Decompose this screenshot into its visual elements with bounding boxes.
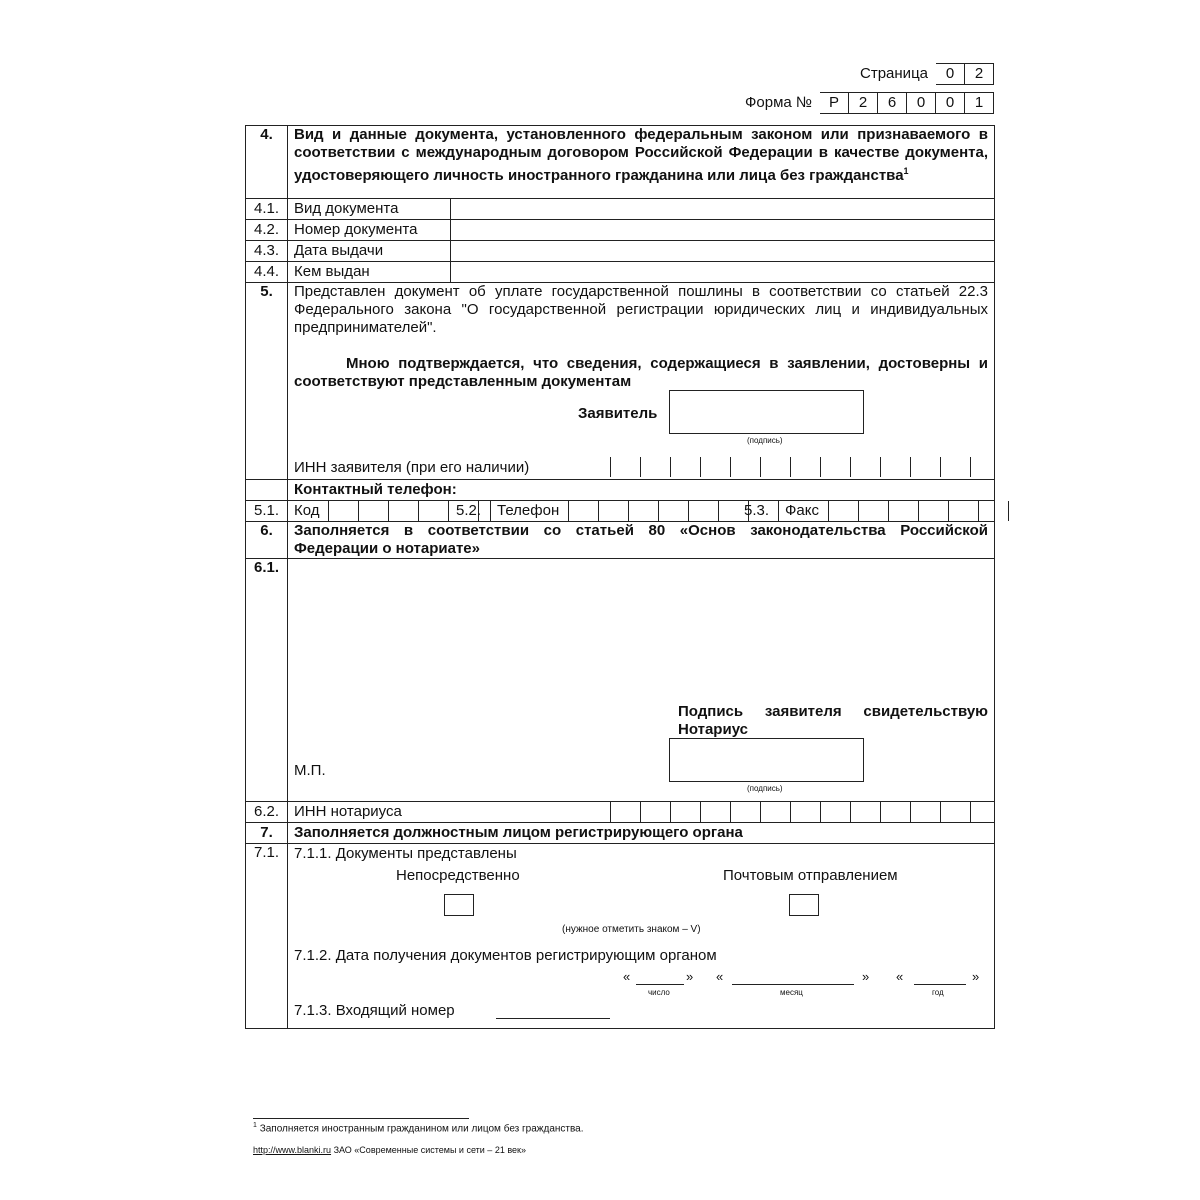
receipt-date-label: 7.1.2. Дата получения документов регистрирующим органом [294, 947, 717, 964]
phone-cells[interactable] [568, 501, 749, 521]
form-number-row [745, 92, 994, 114]
section-number: 4. [246, 126, 288, 199]
issued-by-field[interactable] [451, 262, 995, 283]
notary-inn-label: ИНН нотариуса [294, 803, 402, 820]
section-4-header [246, 126, 995, 199]
field-label: Номер документа [288, 220, 451, 241]
notary-text: Подпись заявителя свидетельствую Нотариус [678, 703, 988, 738]
section-number: 6. [246, 522, 288, 559]
phone-number-label: 5.2. [456, 502, 482, 519]
row-number: 4.2. [246, 220, 288, 241]
applicant-inn-label: ИНН заявителя (при его наличии) [294, 459, 530, 476]
document-number-field[interactable] [451, 220, 995, 241]
form-digit: 1 [965, 92, 994, 114]
quote-close: » [862, 969, 870, 984]
signature-caption: (подпись) [747, 436, 783, 445]
quote-close: » [972, 969, 980, 984]
contact-fields [288, 501, 995, 522]
field-label: Дата выдачи [288, 241, 451, 262]
footnote-mark: 1 [253, 1122, 257, 1129]
section-7-title: Заполняется должностным лицом регистрирующего органа [288, 823, 995, 844]
contact-header [246, 480, 995, 501]
section-7-1 [246, 844, 995, 1029]
signature-caption: (подпись) [747, 784, 783, 793]
row-number: 6.1. [246, 559, 288, 802]
row-4-4 [246, 262, 995, 283]
year-caption: год [932, 988, 944, 997]
section-4-title-text: Вид и данные документа, установленного федеральным законом или признаваемого в соответствии с международным договором Российской Федерации в качестве документа, удостоверяющего личность иностранного гражданина или лица без гражданства [294, 126, 988, 184]
row-number: 6.2. [246, 802, 288, 823]
applicant-label: Заявитель [578, 405, 658, 422]
mail-checkbox[interactable] [789, 894, 819, 916]
notary-inn-row [288, 802, 995, 823]
section-6-title: Заполняется в соответствии со статьей 80 «Основ законодательства Российской Федерации о нотариате» [288, 522, 995, 559]
field-label: Кем выдан [288, 262, 451, 283]
option-mail-label: Почтовым отправлением [723, 867, 898, 884]
footnote-text: Заполняется иностранным гражданином или лицом без гражданства. [259, 1123, 584, 1135]
issue-date-field[interactable] [451, 241, 995, 262]
footer-link[interactable]: http://www.blanki.ru [253, 1145, 332, 1155]
document-type-field[interactable] [451, 199, 995, 220]
row-4-3 [246, 241, 995, 262]
registration-area [288, 844, 995, 1029]
row-number: 4.1. [246, 199, 288, 220]
footnote-mark: 1 [903, 166, 909, 176]
row-number: 4.4. [246, 262, 288, 283]
day-caption: число [648, 988, 670, 997]
direct-checkbox[interactable] [444, 894, 474, 916]
row-number: 7.1. [246, 844, 288, 1029]
state-fee-text: Представлен документ об уплате государственной пошлины в соответствии со статьей 22.3 Федерального закона "О государственной регистрации юридических лиц и индивидуальных предпринимателей". [294, 283, 988, 336]
quote-open: « [716, 969, 724, 984]
applicant-inn-cells[interactable] [610, 457, 971, 477]
row-number: 5.1. [246, 501, 288, 522]
year-field[interactable] [914, 984, 966, 985]
section-5 [246, 283, 995, 480]
month-field[interactable] [732, 984, 854, 985]
section-7-header [246, 823, 995, 844]
notary-area [288, 559, 995, 802]
page-digit: 2 [965, 63, 994, 85]
form-label: Форма № [744, 94, 812, 111]
option-direct-label: Непосредственно [396, 867, 520, 884]
section-6-1 [246, 559, 995, 802]
field-label: Вид документа [288, 199, 451, 220]
fax-cells[interactable] [828, 501, 1009, 521]
confirmation-text: Мною подтверждается, что сведения, содержащиеся в заявлении, достоверны и соответствуют представленным документам [294, 355, 988, 390]
fax-number-label: 5.3. [744, 502, 770, 519]
row-4-1 [246, 199, 995, 220]
page-number-row [860, 63, 994, 85]
docs-submitted-label: 7.1.1. Документы представлены [294, 845, 517, 862]
footer-company: ЗАО «Современные системы и сети – 21 век» [333, 1145, 526, 1155]
quote-open: « [623, 969, 631, 984]
phone-label: Телефон [490, 501, 559, 521]
footnote-divider [253, 1118, 469, 1119]
notary-signature-box[interactable] [669, 738, 864, 782]
form-digit: 6 [878, 92, 907, 114]
applicant-signature-box[interactable] [669, 390, 864, 434]
section-5-body [288, 283, 995, 480]
row-6-2 [246, 802, 995, 823]
footnote [253, 1122, 584, 1134]
form-digit: 0 [907, 92, 936, 114]
quote-close: » [686, 969, 694, 984]
page-digit: 0 [936, 63, 965, 85]
notary-inn-cells[interactable] [610, 802, 971, 822]
mp-label: М.П. [294, 762, 326, 779]
incoming-number-label: 7.1.3. Входящий номер [294, 1002, 455, 1019]
month-caption: месяц [780, 988, 803, 997]
section-number: 5. [246, 283, 288, 480]
form-digit: Р [820, 92, 849, 114]
page-label: Страница [860, 65, 928, 82]
empty-number-cell [246, 480, 288, 501]
section-number: 7. [246, 823, 288, 844]
fax-label: Факс [778, 501, 819, 521]
row-4-2 [246, 220, 995, 241]
contact-title: Контактный телефон: [288, 480, 995, 501]
form-digit: 0 [936, 92, 965, 114]
code-label: Код [294, 502, 320, 519]
mark-hint: (нужное отметить знаком – V) [562, 924, 701, 935]
footer-credits [253, 1145, 526, 1155]
form-digit: 2 [849, 92, 878, 114]
quote-open: « [896, 969, 904, 984]
incoming-number-field[interactable] [496, 1018, 610, 1019]
form-table [245, 125, 995, 1029]
section-6-header [246, 522, 995, 559]
day-field[interactable] [636, 984, 684, 985]
row-number: 4.3. [246, 241, 288, 262]
contact-row [246, 501, 995, 522]
section-4-title [288, 126, 995, 199]
